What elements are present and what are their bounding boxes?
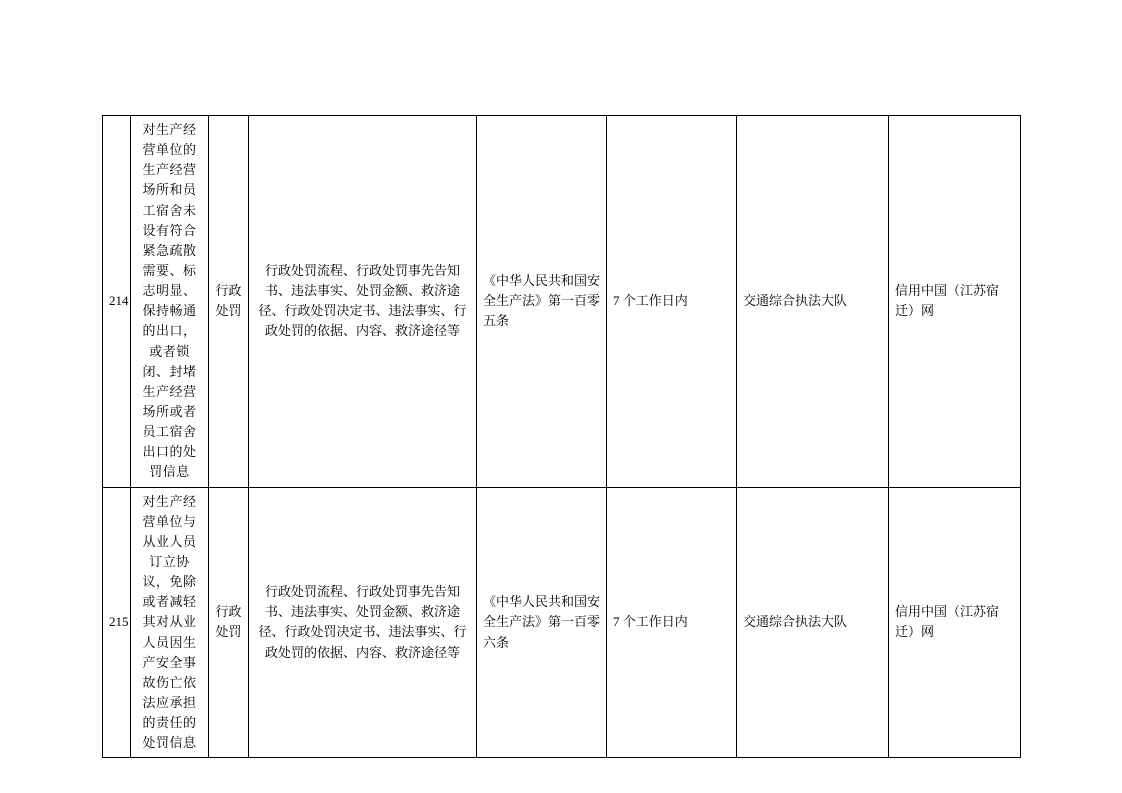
disclosure-table [102, 115, 1021, 758]
row-item-organization: 交通综合执法大队 [737, 487, 889, 758]
row-item-platform: 信用中国（江苏宿迁）网 [889, 116, 1021, 488]
row-item-type: 行政处罚 [209, 116, 249, 488]
row-item-organization: 交通综合执法大队 [737, 116, 889, 488]
row-item-period: 7 个工作日内 [607, 116, 737, 488]
row-item-basis: 《中华人民共和国安全生产法》第一百零六条 [477, 487, 607, 758]
row-item-name: 对生产经营单位的生产经营场所和员工宿舍未设有符合紧急疏散需要、标志明显、保持畅通的出口，或者锁闭、封堵生产经营场所或者员工宿舍出口的处罚信息 [131, 116, 209, 488]
table-row [103, 487, 1021, 758]
row-index: 215 [103, 487, 131, 758]
row-item-content: 行政处罚流程、行政处罚事先告知书、违法事实、处罚金额、救济途径、行政处罚决定书、违法事实、行政处罚的依据、内容、救济途径等 [249, 487, 477, 758]
row-item-name: 对生产经营单位与从业人员订立协议，免除或者减轻其对从业人员因生产安全事故伤亡依法应承担的责任的处罚信息 [131, 487, 209, 758]
row-item-platform: 信用中国（江苏宿迁）网 [889, 487, 1021, 758]
row-item-basis: 《中华人民共和国安全生产法》第一百零五条 [477, 116, 607, 488]
row-item-content: 行政处罚流程、行政处罚事先告知书、违法事实、处罚金额、救济途径、行政处罚决定书、违法事实、行政处罚的依据、内容、救济途径等 [249, 116, 477, 488]
row-index: 214 [103, 116, 131, 488]
row-item-period: 7 个工作日内 [607, 487, 737, 758]
row-item-type: 行政处罚 [209, 487, 249, 758]
table-row [103, 116, 1021, 488]
